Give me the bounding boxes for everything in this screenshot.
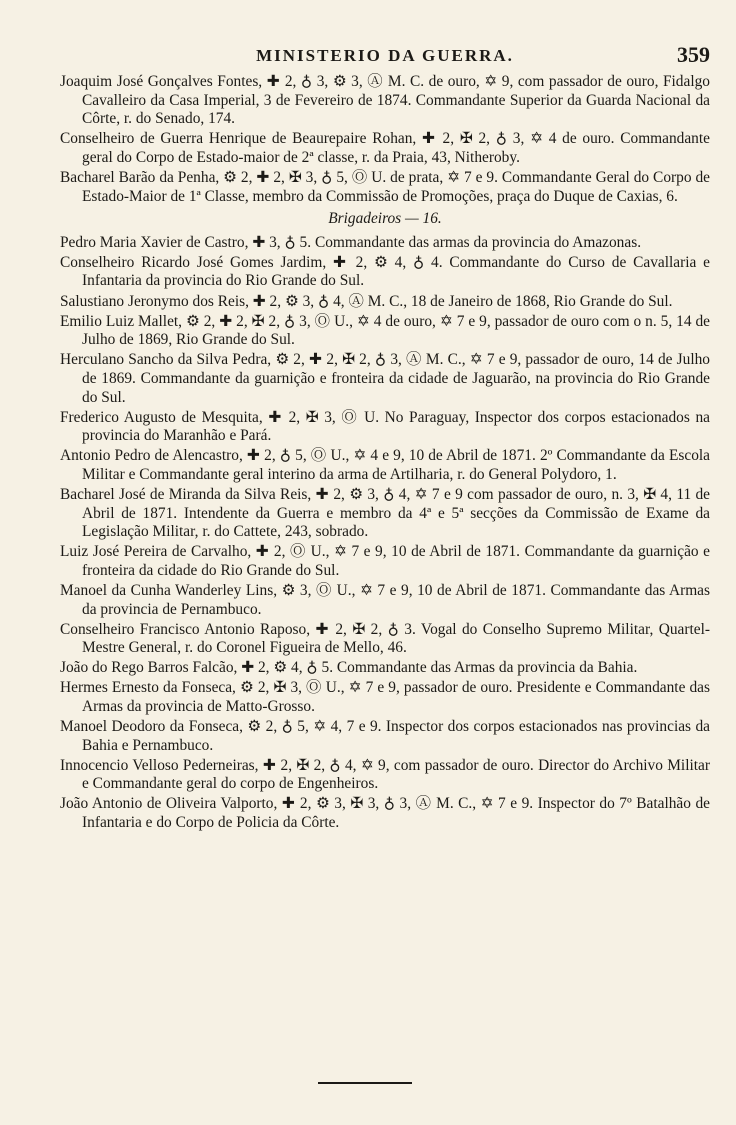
entry-innocencio-velloso-pederneiras: Innocencio Velloso Pederneiras, ✚ 2, ✠ 2, ♁ 4, ✡ 9, com passador de ouro. Director do Archivo Militar e Commandante geral do corpo de Engenheiros. <box>60 756 710 793</box>
entry-luiz-jose-pereira-de-carvalho: Luiz José Pereira de Carvalho, ✚ 2, Ⓞ U., ✡ 7 e 9, 10 de Abril de 1871. Commandante da guarnição e fronteira da cidade do Rio Grande do Sul. <box>60 543 710 579</box>
entry-salustiano-jeronymo-dos-reis: Salustiano Jeronymo dos Reis, ✚ 2, ⚙ 3, ♁ 4, Ⓐ M. C., 18 de Janeiro de 1868, Rio Grande do Sul. <box>60 292 673 310</box>
entry-jose-de-miranda-da-silva-reis: Bacharel José de Miranda da Silva Reis, ✚ 2, ⚙ 3, ♁ 4, ✡ 7 e 9 com passador de ouro, n. 3, ✠ 4, 11 de Abril de 1871. Intendente da Guerra e membro da 4ª e 5ª secções da Commissão de Exame da Legislação Militar, r. do Cattete, 243, sobrado. <box>60 485 710 541</box>
entry-herculano-sancho-da-silva-pedra: Herculano Sancho da Silva Pedra, ⚙ 2, ✚ 2, ✠ 2, ♁ 3, Ⓐ M. C., ✡ 7 e 9, passador de ouro, 14 de Julho de 1869. Commandante da guarnição e fronteira da cidade de Jaguarão, na provincia do Rio Grande do Sul. <box>60 351 710 406</box>
closing-rule <box>318 1082 412 1084</box>
page-number: 359 <box>677 42 710 67</box>
entry-pedro-maria-xavier-de-castro: Pedro Maria Xavier de Castro, ✚ 3, ♁ 5. Commandante das armas da provincia do Amazonas. <box>60 233 642 251</box>
section-heading-brigadeiros: Brigadeiros — 16. <box>328 210 442 228</box>
entry-frederico-augusto-de-mesquita: Frederico Augusto de Mesquita, ✚ 2, ✠ 3, Ⓞ U. No Paraguay, Inspector dos corpos estacionados na provincia do Maranhão e Pará. <box>60 408 710 445</box>
running-title: MINISTERIO DA GUERRA. <box>256 46 514 65</box>
entry-manoel-da-cunha-wanderley-lins: Manoel da Cunha Wanderley Lins, ⚙ 3, Ⓞ U., ✡ 7 e 9, 10 de Abril de 1871. Commandante das Armas da provincia de Pernambuco. <box>60 581 710 618</box>
entry-emilio-luiz-mallet: Emilio Luiz Mallet, ⚙ 2, ✚ 2, ✠ 2, ♁ 3, Ⓞ U., ✡ 4 de ouro, ✡ 7 e 9, passador de ouro com o n. 5, 14 de Julho de 1869, Rio Grande do Sul. <box>60 312 710 349</box>
entry-barao-da-penha: Bacharel Barão da Penha, ⚙ 2, ✚ 2, ✠ 3, ♁ 5, Ⓞ U. de prata, ✡ 7 e 9. Commandante Geral do Corpo de Estado-Maior de 1ª Classe, membro da Commissão de Promoções, praça do Duque de Caxias, 6. <box>60 168 710 205</box>
entry-joao-do-rego-barros-falcao: João do Rego Barros Falcão, ✚ 2, ⚙ 4, ♁ 5. Commandante das Armas da provincia da Bahia. <box>60 659 638 677</box>
entry-francisco-antonio-raposo: Conselheiro Francisco Antonio Raposo, ✚ 2, ✠ 2, ♁ 3. Vogal do Conselho Supremo Militar, Quartel-Mestre General, r. do Coronel Figueira de Mello, 46. <box>60 620 710 657</box>
entry-manoel-deodoro-da-fonseca: Manoel Deodoro da Fonseca, ⚙ 2, ♁ 5, ✡ 4, 7 e 9. Inspector dos corpos estacionados nas provincias da Bahia e Pernambuco. <box>60 718 710 754</box>
entry-joao-antonio-de-oliveira-valporto: João Antonio de Oliveira Valporto, ✚ 2, ⚙ 3, ✠ 3, ♁ 3, Ⓐ M. C., ✡ 7 e 9. Inspector do 7º Batalhão de Infantaria e do Corpo de Policia da Côrte. <box>60 795 710 832</box>
entry-henrique-de-beaurepaire-rohan: Conselheiro de Guerra Henrique de Beaurepaire Rohan, ✚ 2, ✠ 2, ♁ 3, ✡ 4 de ouro. Commandante geral do Corpo de Estado-maior de 2ª classe, r. da Praia, 43, Nitheroby. <box>60 130 710 166</box>
entry-hermes-ernesto-da-fonseca: Hermes Ernesto da Fonseca, ⚙ 2, ✠ 3, Ⓞ U., ✡ 7 e 9, passador de ouro. Presidente e Commandante das Armas da provincia de Matto-Grosso. <box>60 679 710 715</box>
entry-joaquim-jose-goncalves-fontes: Joaquim José Gonçalves Fontes, ✚ 2, ♁ 3, ⚙ 3, Ⓐ M. C. de ouro, ✡ 9, com passador de ouro, Fidalgo Cavalleiro da Casa Imperial, 3 de Fevereiro de 1874. Commandante Superior da Guarda Nacional da Côrte, r. do Senado, 174. <box>60 73 710 128</box>
page-header <box>60 42 710 72</box>
entry-ricardo-jose-gomes-jardim: Conselheiro Ricardo José Gomes Jardim, ✚ 2, ⚙ 4, ♁ 4. Commandante do Curso de Cavallaria e Infantaria da provincia do Rio Grande do Sul. <box>60 253 710 290</box>
page-body <box>60 73 710 834</box>
entry-antonio-pedro-de-alencastro: Antonio Pedro de Alencastro, ✚ 2, ♁ 5, Ⓞ U., ✡ 4 e 9, 10 de Abril de 1871. 2º Commandante da Escola Militar e Commandante geral interino da arma de Artilharia, r. do General Polydoro, 1. <box>60 447 710 483</box>
